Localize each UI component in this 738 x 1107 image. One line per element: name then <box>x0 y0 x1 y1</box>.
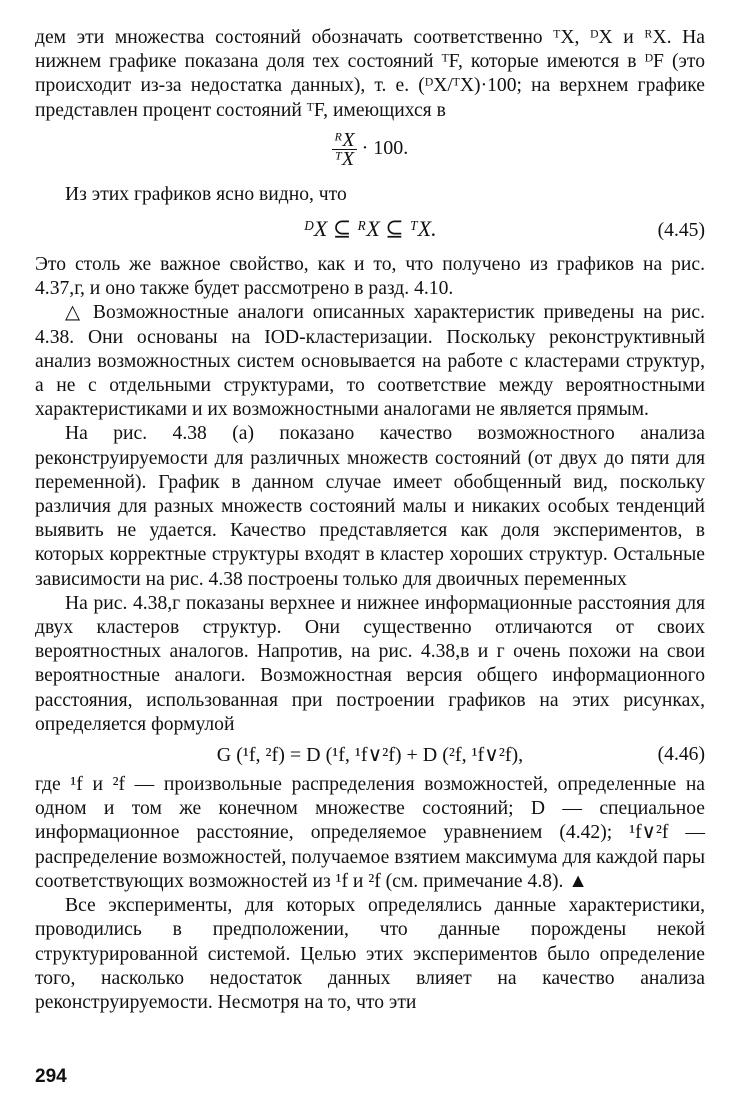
paragraph-3: Это столь же важное свойство, как и то, что получено из графиков на рис. 4.37,г, и оно также будет рассмотрено в разд. 4.10. <box>35 254 705 300</box>
page-body <box>35 26 705 1015</box>
page-number: 294 <box>35 1066 67 1087</box>
paragraph-6: На рис. 4.38,г показаны верхнее и нижнее информационные расстояния для двух кластеров структур. Они существенно отличаются от своих вероятностных аналогов. Напротив, на рис. 4.38,в и г очень похожи на свои вероятностные аналоги. Возможностная версия общего информационного расстояния, использованная при построении графиков на этих рисунках, определяется формулой <box>35 592 705 735</box>
equation-4-45-body: ᴰX ⊆ ᴿX ⊆ ᵀX. <box>303 216 437 242</box>
equation-4-46-label: (4.46) <box>657 744 705 766</box>
fraction-numerator: ᴿX <box>333 128 355 151</box>
equation-4-46-body: G (¹f, ²f) = D (¹f, ¹f∨²f) + D (²f, ¹f∨²f), <box>216 744 524 767</box>
equation-4-46 <box>35 741 705 771</box>
fraction <box>332 128 357 170</box>
fraction-formula <box>35 128 705 175</box>
paragraph-4: △ Возможностные аналоги описанных характеристик приведены на рис. 4.38. Они основаны на IOD-кластеризации. Поскольку реконструктивный анализ возможностных систем основывается на работе с кластерами структур, а не с отдельными структурами, то соответствие между вероятностными характеристиками и их возможностными аналогами не является прямым. <box>35 302 705 421</box>
fraction-denominator: ᵀX <box>334 147 355 170</box>
equation-4-45-label: (4.45) <box>657 220 705 242</box>
paragraph-2: Из этих графиков ясно видно, что <box>65 183 347 205</box>
paragraph-8: Все эксперименты, для которых определялись данные характеристики, проводились в предположении, что данные порождены некой структурированной системой. Целью этих экспериментов было определение того, насколько недостаток данных влияет на качество анализа реконструируемости. Несмотря на то, что эти <box>35 895 705 1013</box>
paragraph-5: На рис. 4.38 (а) показано качество возможностного анализа реконструируемости для различных множеств состояний (от двух до пяти для переменной). График в данном случае имеет обобщенный вид, поскольку различия для разных множеств состояний малы и никаких особых тенденций выявить не удается. Качество представляется как доля экспериментов, в которых корректные структуры входят в кластер хороших структур. Остальные зависимости на рис. 4.38 построены только для двоичных переменных <box>35 423 705 590</box>
paragraph-7: где ¹f и ²f — произвольные распределения возможностей, определенные на одном и том же конечном множестве состояний; D — специальное информационное расстояние, определяемое уравнением (4.42); ¹f∨²f — распределение возможностей, получаемое взятием максимума для каждой пары соответствующих возможностей из ¹f и ²f (см. примечание 4.8). ▲ <box>35 774 705 892</box>
fraction-tail: · 100. <box>361 136 409 159</box>
equation-4-45 <box>35 213 705 249</box>
paragraph-1: дем эти множества состояний обозначать соответственно ᵀX, ᴰX и ᴿX. На нижнем графике показана доля тех состояний ᵀF, которые имеются в ᴰF (это происходит из-за недостатка данных), т. е. (ᴰX/ᵀX)·100; на верхнем графике представлен процент состояний ᵀF, имеющихся в <box>35 27 705 121</box>
